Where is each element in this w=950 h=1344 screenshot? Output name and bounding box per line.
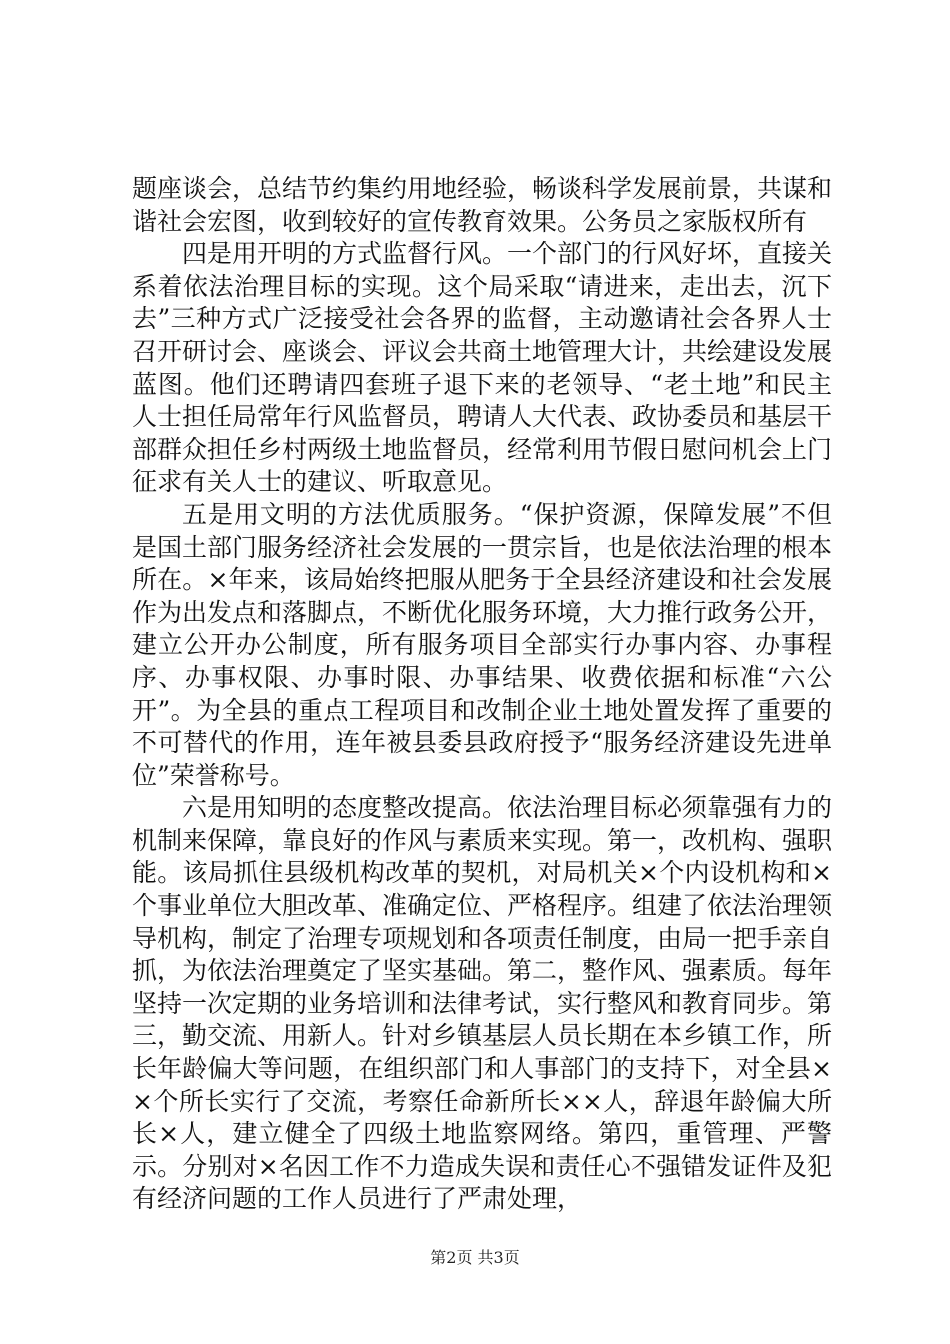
page-footer: 第2页 共3页 <box>430 1248 520 1267</box>
paragraph-3: 五是用文明的方法优质服务。“保护资源，保障发展”不但是国土部门服务经济社会发展的一贯宗旨，也是依法治理的根本所在。×年来，该局始终把服从肥务于全县经济建设和社会发展作为出发点和落脚点，不断优化服务环境，大力推行政务公开，建立公开办公制度，所有服务项目全部实行办事内容、办事程序、办事权限、办事时限、办事结果、收费依据和标准“六公开”。为全县的重点工程项目和改制企业土地处置发挥了重要的不可替代的作用，连年被县委县政府授予“服务经济建设先进单位”荣誉称号。 <box>132 499 833 790</box>
paragraph-2: 四是用开明的方式监督行风。一个部门的行风好坏，直接关系着依法治理目标的实现。这个局采取“请进来，走出去，沉下去”三种方式广泛接受社会各界的监督，主动邀请社会各界人士召开研讨会、座谈会、评议会共商土地管理大计，共绘建设发展蓝图。他们还聘请四套班子退下来的老领导、“老土地”和民主人士担任局常年行风监督员，聘请人大代表、政协委员和基层干部群众担任乡村两级土地监督员，经常利用节假日慰问机会上门征求有关人士的建议、听取意见。 <box>132 239 833 497</box>
paragraph-1: 题座谈会，总结节约集约用地经验，畅谈科学发展前景，共谋和谐社会宏图，收到较好的宣传教育效果。公务员之家版权所有 <box>132 174 833 236</box>
paragraph-4: 六是用知明的态度整改提高。依法治理目标必须靠强有力的机制来保障，靠良好的作风与素质来实现。第一，改机构、强职能。该局抓住县级机构改革的契机，对局机关×个内设机构和×个事业单位大胆改革、准确定位、严格程序。组建了依法治理领导机构，制定了治理专项规划和各项责任制度，由局一把手亲自抓，为依法治理奠定了坚实基础。第二，整作风、强素质。每年坚持一次定期的业务培训和法律考试，实行整风和教育同步。第三，勤交流、用新人。针对乡镇基层人员长期在本乡镇工作，所长年龄偏大等问题，在组织部门和人事部门的支持下，对全县××个所长实行了交流，考察任命新所长××人，辞退年龄偏大所长×人，建立健全了四级土地监察网络。第四，重管理、严警示。分别对×名因工作不力造成失误和责任心不强错发证件及犯有经济问题的工作人员进行了严肃处理， <box>132 793 833 1214</box>
document-body <box>132 173 832 1216</box>
